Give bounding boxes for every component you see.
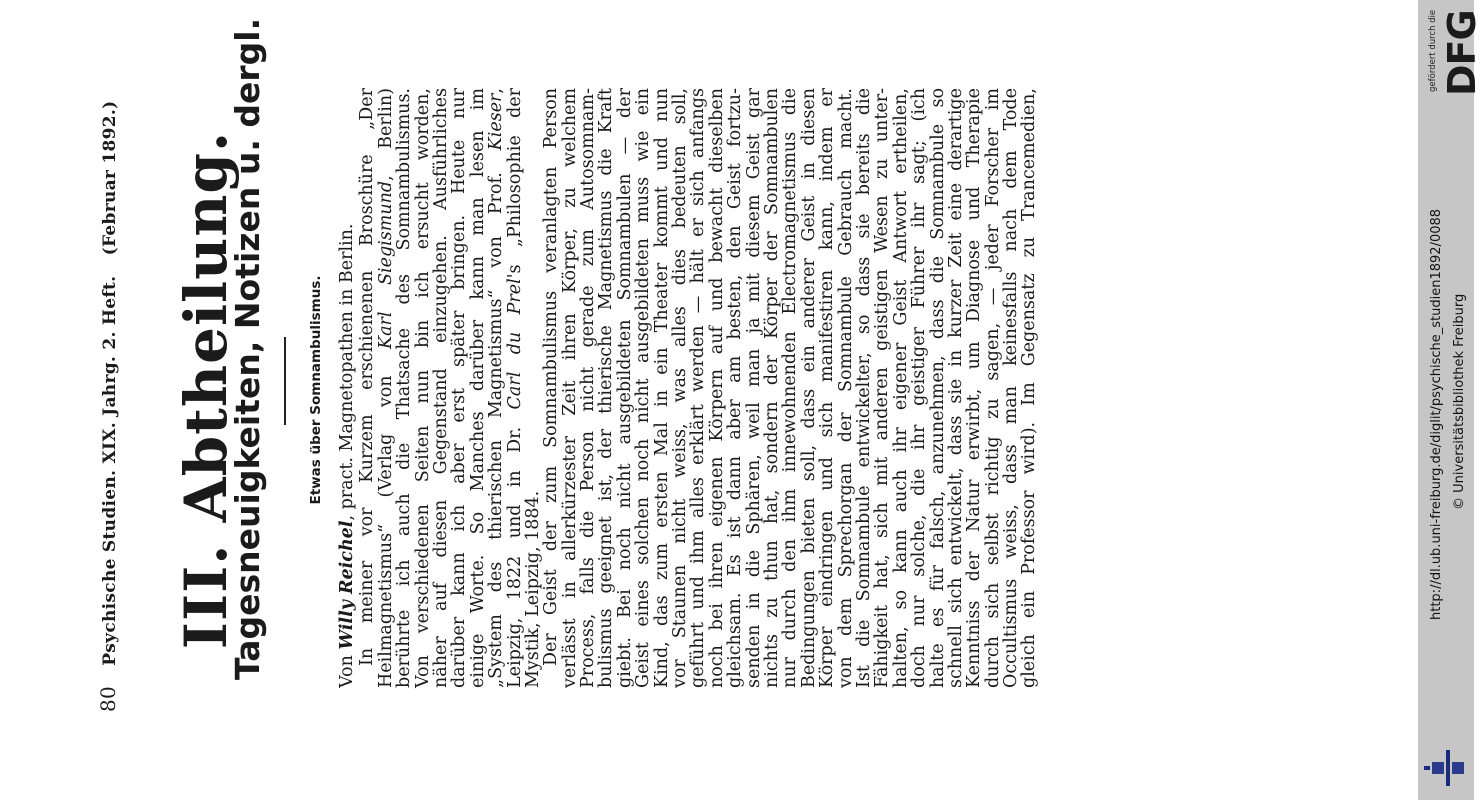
byline-prefix: Von bbox=[337, 655, 357, 688]
text-line: Ist die Somnambule entwickelter, so dass sie bereits die bbox=[853, 88, 874, 688]
author-name: Willy Reichel bbox=[337, 520, 357, 650]
page-number: 80 bbox=[96, 685, 120, 712]
text-line: vor Staunen nicht weiss, was alles dies bedeuten soll, bbox=[670, 88, 691, 688]
text-line: Kenntniss der Natur erwirbt, um Diagnose und Therapie bbox=[964, 88, 985, 688]
text-line: Fähigkeit hat, sich mit anderen geistigen Wesen zu unter- bbox=[872, 88, 893, 688]
text-line: Bedingungen bieten soll, dass ein anderer Geist in diesen bbox=[798, 88, 819, 688]
text-line: näher auf diesen Gegenstand einzugehen. Ausführliches bbox=[430, 88, 451, 688]
text-line: gleichsam. Es ist dann aber am besten, den Geist fortzu- bbox=[725, 88, 746, 688]
text-line: „System des thierischen Magnetismus“ von Prof. Kieser, bbox=[486, 88, 507, 688]
text-line: Der Geist der zum Somnambulismus veranlagten Person bbox=[541, 88, 562, 666]
text-line: Geist eines solchen noch nicht ausgebildeten muss wie ein bbox=[633, 88, 654, 688]
text-line: Kind, das zum ersten Mal in ein Theater kommt und nun bbox=[651, 88, 672, 688]
text-line: Von verschiedenen Seiten nun bin ich ersucht worden, bbox=[412, 88, 433, 688]
text-line: Process, falls die Person nicht gerade zum Autosomnam- bbox=[578, 88, 599, 688]
text-line: nichts zu thun hat, sondern der Körper der Somnambulen bbox=[761, 88, 782, 688]
text-line: Leipzig, 1822 und in Dr. Carl du Prel's „Philosophie der bbox=[504, 88, 525, 688]
text-line: von dem Sprechorgan der Somnambule Gebrauch macht. bbox=[835, 88, 856, 688]
text-line: senden in die Sphären, weil man ja mit diesem Geist gar bbox=[743, 88, 764, 688]
divider bbox=[284, 337, 286, 425]
issue-date: (Februar 1892.) bbox=[100, 100, 120, 256]
text-line: halten, so kann auch ihr eigener Geist Antwort ertheilen, bbox=[890, 88, 911, 688]
text-line: nur durch den ihm innewohnenden Electromagnetismus die bbox=[780, 88, 801, 688]
text-line: Heilmagnetismus“ (Verlag von Karl Siegismund, Berlin) bbox=[375, 87, 396, 688]
byline bbox=[338, 88, 356, 688]
section-subtitle: Tagesneuigkeiten, Notizen u. dergl. bbox=[228, 17, 267, 680]
byline-suffix: , pract. Magnetopathen in Berlin. bbox=[337, 223, 357, 521]
article-lines bbox=[358, 88, 1038, 688]
text-line: schnell sich entwickelt, dass sie in kurzer Zeit eine derartige bbox=[945, 88, 966, 688]
text-line: einige Worte. So Manches darüber kann man lesen im bbox=[467, 88, 488, 688]
text-line: Occultismus weiss, dass man keinesfalls nach dem Tode bbox=[1001, 88, 1022, 688]
running-header bbox=[96, 72, 120, 712]
section-title: III. Abtheilung. bbox=[172, 130, 240, 650]
dfg-logo: DFG bbox=[1440, 10, 1484, 96]
text-line: geführt und ihm alles erklärt werden — hält er sich anfangs bbox=[688, 88, 709, 688]
text-line: doch nur solche, die ihr geistiger Führer ihr sagt; (ich bbox=[909, 88, 930, 688]
article-body bbox=[338, 88, 1039, 688]
text-line: verlässt in allerkürzester Zeit ihren Körper, zu welchem bbox=[559, 88, 580, 688]
text-line: gleich ein Professor wird). Im Gegensatz zu Trancemedien, bbox=[1019, 88, 1040, 688]
funded-by-label: gefördert durch die bbox=[1428, 9, 1438, 92]
text-line: bulismus geeignet ist, der thierische Magnetismus die Kraft bbox=[596, 88, 617, 688]
text-line: durch sich selbst richtig zu sagen, — jeder Forscher im bbox=[982, 88, 1003, 688]
text-line: Körper eindringen und sich manifestiren kann, indem er bbox=[817, 88, 838, 688]
running-head: Psychische Studien. XIX. Jahrg. 2. Heft. bbox=[100, 275, 120, 666]
text-line: noch bei ihren eigenen Körpern auf und bewacht dieselben bbox=[706, 88, 727, 688]
article-title: Etwas über Somnambulismus. bbox=[308, 275, 324, 505]
text-line: halte es für falsch, anzunehmen, dass die Somnambule so bbox=[927, 88, 948, 688]
text-line: berührte ich auch die Thatsache des Somnambulismus. bbox=[394, 88, 415, 688]
text-line: Mystik, Leipzig, 1884. bbox=[522, 490, 543, 688]
library-logo-icon bbox=[1424, 748, 1470, 788]
text-line: giebt. Bei noch nicht ausgebildeten Somnambulen — der bbox=[614, 88, 635, 688]
text-line: darüber kann ich aber erst später bringen. Heute nur bbox=[449, 88, 470, 688]
text-line: In meiner vor Kurzem erschienenen Broschüre „Der bbox=[357, 88, 378, 666]
source-url-link[interactable]: http://dl.ub.uni-freiburg.de/diglit/psychische_studien1892/0088 bbox=[1429, 208, 1444, 620]
copyright-label: © Universitätsbibliothek Freiburg bbox=[1452, 293, 1467, 510]
